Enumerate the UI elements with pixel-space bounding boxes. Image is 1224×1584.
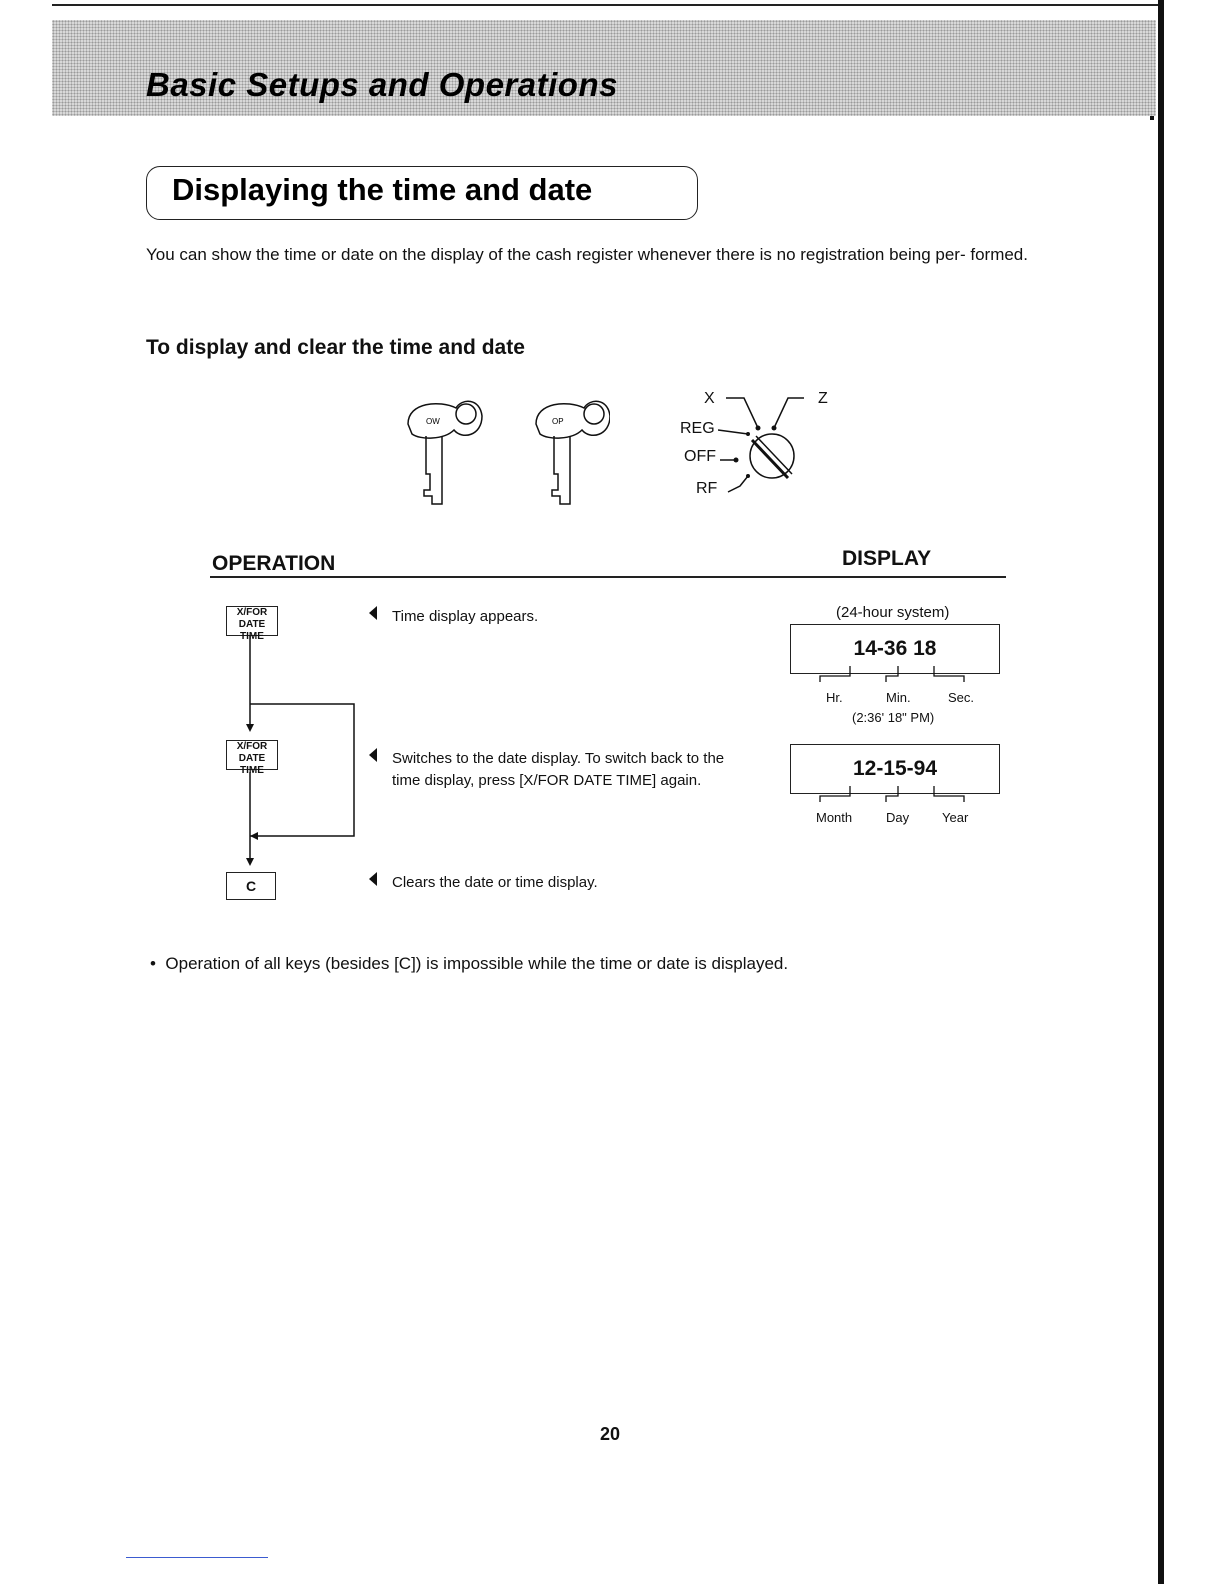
intro-paragraph: You can show the time or date on the display of the cash register whenever there is no registration being per- formed. [146, 245, 1028, 264]
bullet-dot: • [150, 954, 166, 973]
step-1-display-note: (24-hour system) [836, 604, 950, 621]
label-day: Day [886, 810, 910, 825]
operation-rule [210, 576, 1006, 578]
key-op-label: OP [552, 417, 564, 426]
section-title: Basic Setups and Operations [146, 66, 618, 103]
page-edge [1158, 0, 1164, 1584]
key-op-icon [536, 401, 610, 504]
x-for-date-time-key[interactable]: X/FOR DATE TIME [226, 606, 278, 636]
date-display-value: 12-15-94 [852, 757, 938, 780]
mode-reg-label: REG [680, 420, 715, 437]
x-for-date-time-key-2[interactable]: X/FOR DATE TIME [226, 740, 278, 770]
mode-off-label: OFF [684, 448, 716, 465]
top-rule [52, 4, 1162, 6]
operation-header: OPERATION [212, 552, 336, 575]
time-display-value: 14-36 18 [853, 637, 937, 660]
subheading: To display and clear the time and date [146, 336, 525, 359]
page-number: 20 [600, 1424, 621, 1444]
step-2-description: Switches to the date display. To switch back to the time display, press [X/FOR DATE TIME] again. [392, 750, 725, 789]
step-1-marker [369, 606, 377, 620]
mode-rf-label: RF [696, 480, 718, 497]
keys-illustration [400, 394, 610, 510]
step-1-description: Time display appears. [392, 608, 539, 625]
mode-x-label: X [704, 390, 715, 407]
step-1-time-note: (2:36' 18" PM) [852, 710, 935, 725]
footnote-rule [126, 1557, 268, 1558]
display-header: DISPLAY [842, 547, 932, 570]
mode-z-label: Z [818, 390, 828, 407]
step-3-description: Clears the date or time display. [392, 874, 598, 891]
page-title: Displaying the time and date [172, 172, 593, 207]
mode-switch-dial-icon [718, 392, 818, 502]
label-sec: Sec. [948, 690, 975, 705]
step-2-marker [369, 748, 377, 762]
step-3-marker [369, 872, 377, 886]
date-display-brackets [816, 782, 976, 810]
clear-key[interactable]: C [226, 872, 276, 900]
key-ow-icon [408, 401, 482, 504]
bullet-note [150, 954, 788, 974]
label-month: Month [816, 810, 853, 825]
label-hr: Hr. [826, 690, 843, 705]
label-year: Year [942, 810, 969, 825]
time-display-brackets [816, 662, 976, 690]
label-min: Min. [886, 690, 911, 705]
key-ow-label: OW [426, 417, 440, 426]
bullet-text: Operation of all keys (besides [C]) is impossible while the time or date is displayed. [165, 954, 789, 973]
